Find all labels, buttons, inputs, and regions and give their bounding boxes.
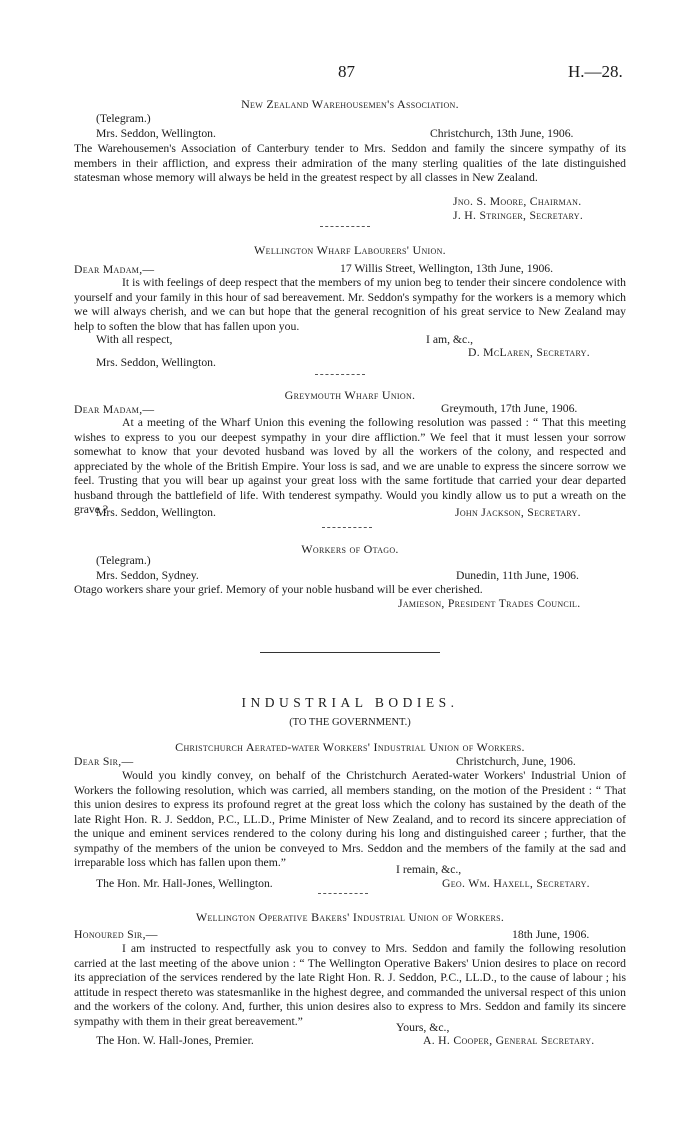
closing-right: I am, &c., <box>426 333 474 346</box>
section-subheading: (TO THE GOVERNMENT.) <box>289 717 411 728</box>
section-divider <box>315 374 365 375</box>
place-date: Christchurch, June, 1906. <box>456 755 576 768</box>
letter-body: Otago workers share your grief. Memory of your noble husband will be ever cherished. <box>74 583 483 596</box>
signature: Geo. Wm. Haxell, Secretary. <box>442 877 590 890</box>
signature: D. McLaren, Secretary. <box>468 346 590 359</box>
section-title-aerated-water: Christchurch Aerated-water Workers' Industrial Union of Workers. <box>175 740 525 754</box>
signature: John Jackson, Secretary. <box>455 506 581 519</box>
section-title-wharf-labourers: Wellington Wharf Labourers' Union. <box>254 243 446 257</box>
section-divider <box>322 527 372 528</box>
addressee: Mrs. Seddon, Wellington. <box>96 356 216 369</box>
salutation: Dear Sir,— <box>74 755 134 768</box>
letter-body: The Warehousemen's Association of Canterbury tender to Mrs. Seddon and family the sincere sympathy of its members in their affliction, and express their admiration of the many sterling qualities of the late distinguished statesman whose memory will always be held in the greatest respect by all classes in New Zealand. <box>74 142 626 184</box>
place-date: 17 Willis Street, Wellington, 13th June, 1906. <box>340 262 554 275</box>
letter-body: It is with feelings of deep respect that the members of my union beg to tender their sincere condolence with yourself and your family in this hour of sad bereavement. Mr. Seddon's sympathy for the workers is a memory which we will always cherish, and we can but hope that the general recognition of his great service to New Zealand may help to soften the blow that has fallen upon you. <box>74 276 626 333</box>
section-title-otago: Workers of Otago. <box>301 542 399 556</box>
section-heading-industrial-bodies: INDUSTRIAL BODIES. <box>241 695 459 710</box>
telegram-label: (Telegram.) <box>96 112 151 125</box>
signature-secretary: J. H. Stringer, Secretary. <box>453 209 584 222</box>
salutation: Dear Madam,— <box>74 263 155 276</box>
salutation: Dear Madam,— <box>74 403 155 416</box>
section-title-warehousemen: New Zealand Warehousemen's Association. <box>241 97 459 111</box>
addressee: Mrs. Seddon, Sydney. <box>96 569 199 582</box>
section-title-greymouth: Greymouth Wharf Union. <box>284 388 416 402</box>
closing: With all respect, <box>96 333 173 346</box>
signature: A. H. Cooper, General Secretary. <box>423 1034 595 1047</box>
salutation: Honoured Sir,— <box>74 928 158 941</box>
section-divider <box>320 226 370 227</box>
section-divider <box>318 893 368 894</box>
addressee: Mrs. Seddon, Wellington. <box>96 127 216 140</box>
page-number: 87 <box>338 62 355 81</box>
place-date: Dunedin, 11th June, 1906. <box>456 569 579 582</box>
place-date: Christchurch, 13th June, 1906. <box>430 127 574 140</box>
telegram-label: (Telegram.) <box>96 554 151 567</box>
addressee: The Hon. W. Hall-Jones, Premier. <box>96 1034 254 1047</box>
closing-right: Yours, &c., <box>396 1021 450 1034</box>
signature: Jamieson, President Trades Council. <box>398 597 581 610</box>
section-title-bakers: Wellington Operative Bakers' Industrial Union of Workers. <box>195 910 505 924</box>
section-rule <box>260 652 440 653</box>
document-reference: H.—28. <box>568 62 623 81</box>
place-date: 18th June, 1906. <box>512 928 590 941</box>
letter-body: Would you kindly convey, on behalf of the Christchurch Aerated-water Workers' Industrial Union of Workers the following resolution, which was carried, all members standing, on the motion of the President : “ That this union desires to express its profound regret at the great loss which the colony has sustained by the death of the late Right Hon. R. J. Seddon, P.C., LL.D., Prime Minister of New Zealand, and to record its sincere appreciation of the unique and eminent services rendered to the colony during his long and distinguished career ; further, that the sympathy of the members of the union be conveyed to Mrs. Seddon and the members of the family at the sad and irreparable loss which has fallen upon them.” <box>74 769 626 869</box>
addressee: Mrs. Seddon, Wellington. <box>96 506 216 519</box>
place-date: Greymouth, 17th June, 1906. <box>441 402 578 415</box>
letter-body: I am instructed to respectfully ask you to convey to Mrs. Seddon and family the following resolution carried at the last meeting of the above union : “ The Wellington Operative Bakers' Union desires to place on record its appreciation of the services rendered by the late Right Hon. R. J. Seddon, P.C., LL.D., to the cause of labour ; his attitude in respect thereto was statesmanlike in the highest degree, and commanded the universal respect of this union and the workers of the colony. And, further, this union desires also to express to Mrs. Seddon and family its sincere sympathy with them in their great bereavement.” <box>74 942 626 1028</box>
closing-right: I remain, &c., <box>396 863 462 876</box>
signature-chairman: Jno. S. Moore, Chairman. <box>453 195 582 208</box>
addressee: The Hon. Mr. Hall-Jones, Wellington. <box>96 877 273 890</box>
letter-body: At a meeting of the Wharf Union this evening the following resolution was passed : “ That this meeting wishes to express to you our deepest sympathy in your dire affliction.” We feel that it must lessen your sorrow somewhat to know that your devoted husband was loved by all the workers of the colony, and respected and appreciated by the whole of the British Empire. Your loss is sad, and we are unable to express the sincere sorrow we feel. Trusting that you will bear up against your great loss with the same fortitude that carried your dear departed husband through the battlefield of life. With tenderest sympathy. Would you kindly allow us to put a wreath on the grave ? <box>74 416 626 516</box>
